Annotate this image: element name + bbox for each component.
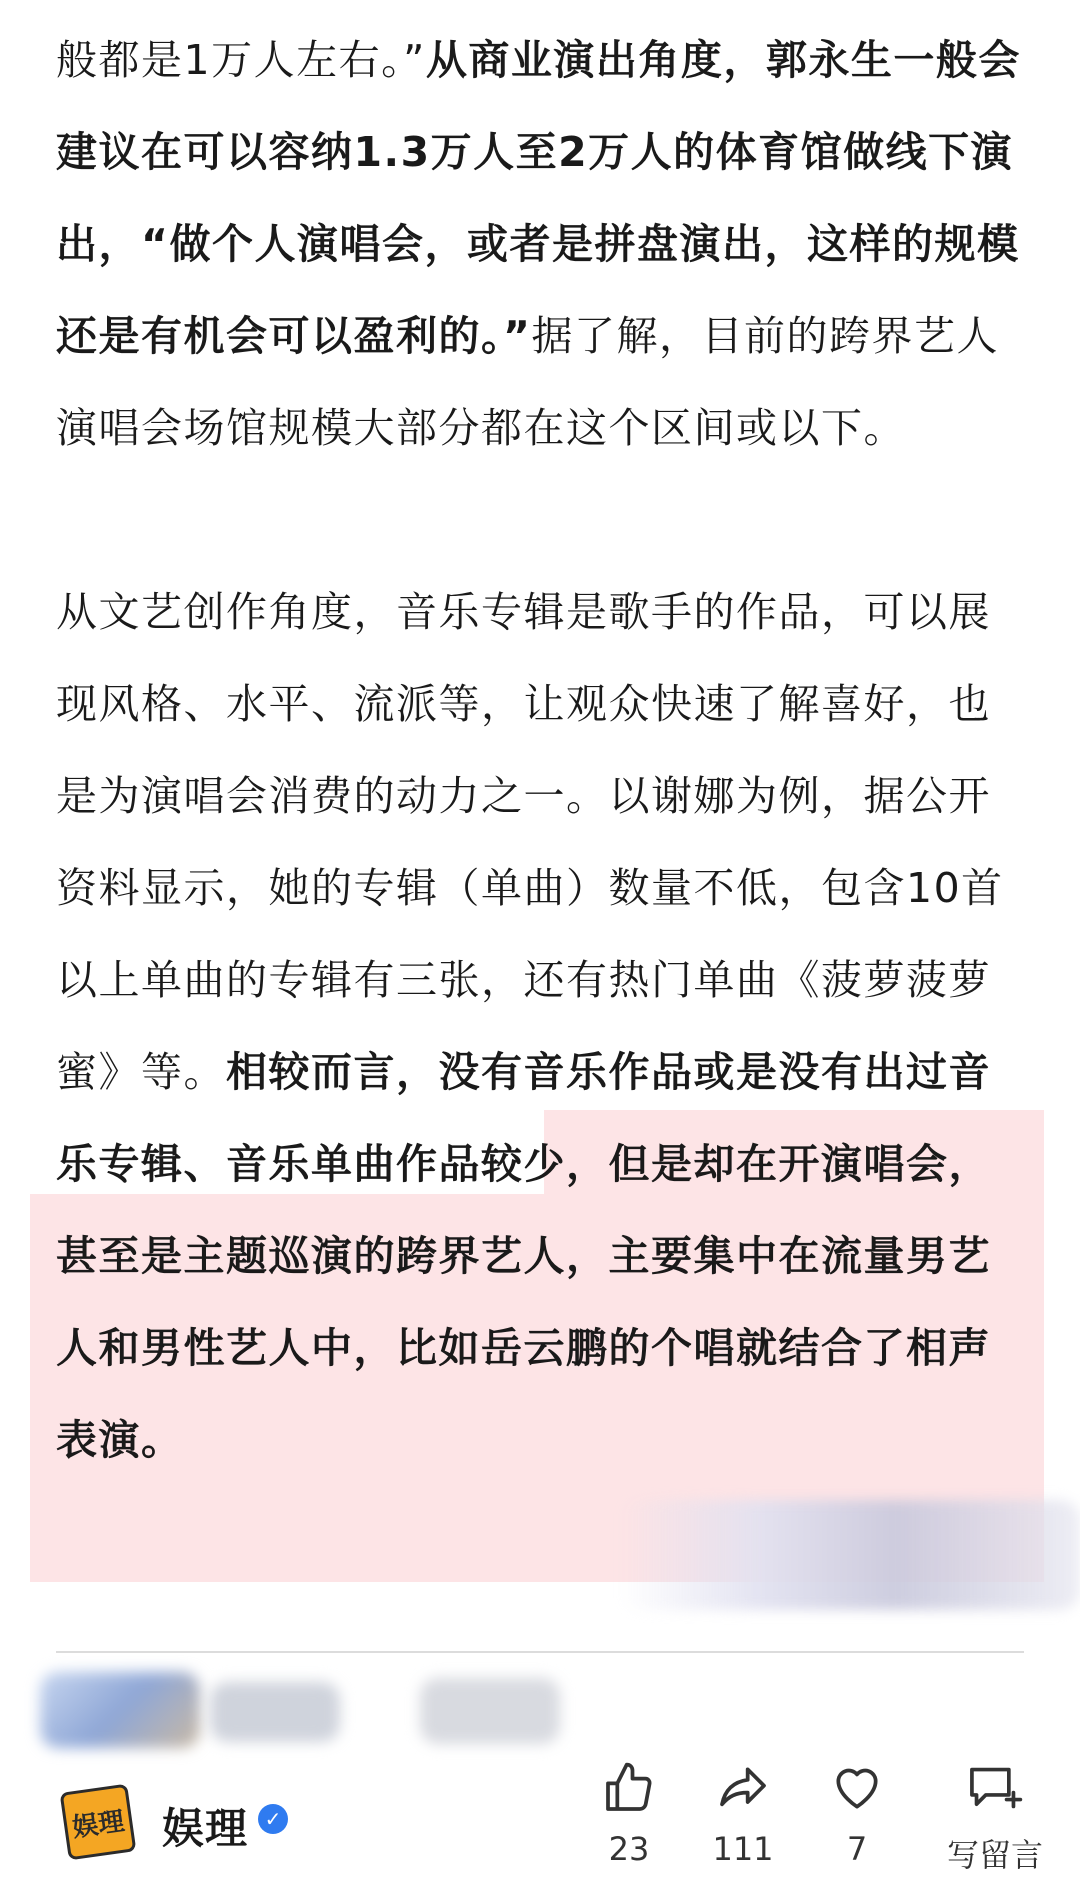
like-count: 23 xyxy=(608,1830,650,1868)
heart-icon xyxy=(829,1760,885,1816)
blurred-overlay xyxy=(420,1678,560,1744)
account-logo[interactable] xyxy=(64,1788,134,1858)
comment-add-icon xyxy=(965,1760,1025,1816)
logo-icon: 娱理 xyxy=(60,1784,137,1861)
thumbs-up-icon xyxy=(601,1760,657,1816)
text-run: 从文艺创作角度，音乐专辑是歌手的作品，可以展现风格、水平、流派等，让观众快速了解喜好，也是为演唱会消费的动力之一。以谢娜为例，据公开资料显示，她的专辑（单曲）数量不低，包含10首以上单曲的专辑有三张，还有热门单曲《菠萝菠萝蜜》等。 xyxy=(56,588,1004,1096)
divider xyxy=(56,1651,1024,1653)
paragraph xyxy=(56,14,1024,474)
blurred-overlay xyxy=(40,1672,200,1748)
article-body xyxy=(56,14,1024,1486)
blurred-overlay xyxy=(210,1682,340,1742)
blurred-overlay xyxy=(620,1500,1080,1610)
comment-button[interactable] xyxy=(920,1760,1070,1876)
share-button[interactable] xyxy=(688,1760,798,1868)
action-bar xyxy=(0,1760,1080,1898)
favorite-count: 7 xyxy=(846,1830,868,1868)
like-button[interactable] xyxy=(574,1760,684,1868)
text-run: 般都是1万人左右。” xyxy=(56,36,426,84)
highlighted-text-run: 相较而言，没有音乐作品或是没有出过音乐专辑、音乐单曲作品较少，但是却在开演唱会，甚至是主题巡演的跨界艺人，主要集中在流量男艺人和男性艺人中，比如岳云鹏的个唱就结合了相声表演。 xyxy=(56,1048,991,1464)
verified-icon: ✓ xyxy=(258,1804,288,1834)
share-count: 111 xyxy=(712,1830,774,1868)
account-name[interactable]: 娱理 xyxy=(162,1804,249,1853)
share-arrow-icon xyxy=(715,1760,771,1816)
comment-label: 写留言 xyxy=(946,1836,1043,1874)
paragraph-gap xyxy=(56,474,1024,566)
paragraph xyxy=(56,566,1024,1486)
text-run: 据了解，目前的跨界艺人演唱会场馆规模大部分都在这个区间或以下。 xyxy=(56,312,999,452)
bold-text-run: 从商业演出角度，郭永生一般会建议在可以容纳1.3万人至2万人的体育馆做线下演出，“做个人演唱会，或者是拼盘演出，这样的规模还是有机会可以盈利的。” xyxy=(56,36,1021,360)
favorite-button[interactable] xyxy=(802,1760,912,1868)
